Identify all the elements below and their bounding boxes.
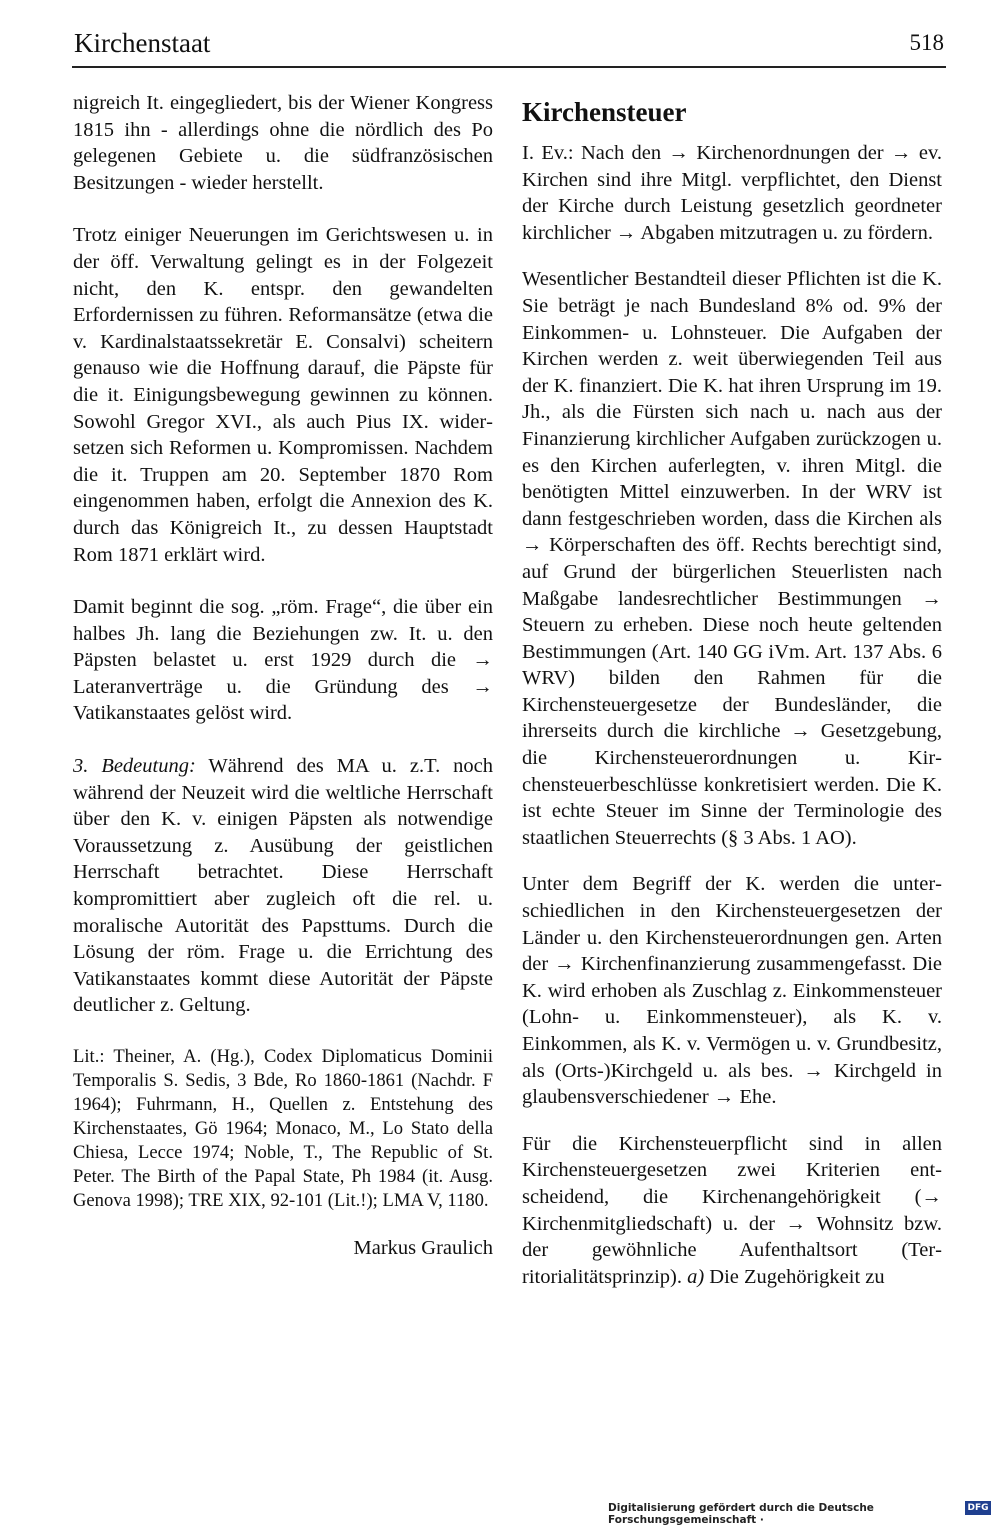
running-title: Kirchenstaat [74, 28, 211, 58]
paragraph: Unter dem Begriff der K. werden die unterschiedlichen in den Kirchensteuergesetzen der Länder u. den Kirchensteuerordnungen gen. Arten der → Kirchenfinanzierung zusammengefasst. Die K. wird erhoben als Zuschlag z. Einkommensteuer (Lohn- u. Einkommensteuer), als K. v. Einkommen, als K. v. Vermögen u. v. Grundbesitz, als (Orts-)Kirchgeld u. als bes. → Kirchgeld in glaubensverschiedener → Ehe. [522, 873, 942, 1109]
meaning-text: Während des MA u. z.T. noch während der Neuzeit wird die weltliche Herrschaft über den K. v. einigen Päpsten als notwendige Voraussetzung z. Ausübung der geistlichen Herrschaft betrachtet. Diese Herrschaft kompromittiert aber zugleich oft die rel. u. moralische Autorität des Papsttums. Durch die Lösung der röm. Frage u. die Errichtung des Vatikanstaates kommt diese Autorität der Päpste deutlicher z. Geltung. [73, 755, 493, 1017]
paragraph [522, 1131, 942, 1291]
page-number: 518 [909, 30, 944, 55]
digitization-footer [608, 1500, 998, 1526]
paragraph: I. Ev.: Nach den → Kirchenordnungen der → ev. Kirchen sind ihre Mitgl. verpflichtet, den Dienst der Kirche durch Leistung gesetzlich geordneter kirchlicher → Abgaben mitzutragen u. zu fördern. [522, 142, 942, 244]
meaning-label: 3. Bedeutung: [73, 755, 196, 778]
author-name: Markus Graulich [353, 1237, 493, 1259]
paragraph: nigreich It. eingegliedert, bis der Wiener Kongress 1815 ihn - allerdings ohne die nördlich des Po gelegenen Gebiete u. die südfranzösischen Besitzungen - wieder herstellt. [73, 92, 493, 194]
paragraph-text: Für die Kirchensteuerpflicht sind in allen Kirchensteuergesetzen zwei Kriterien entscheidend, die Kirchenangehörigkeit (→ Kirchenmitgliedschaft) u. der → Wohnsitz bzw. der gewöhnliche Aufenthaltsort (Territorialitätsprinzip). [522, 1132, 942, 1288]
paragraph-tail: Die Zugehörigkeit zu [704, 1265, 885, 1288]
paragraph: Wesentlicher Bestandteil dieser Pflichten ist die K. Sie beträgt je nach Bundesland 8% od. 9% der Einkommen- u. Lohnsteuer. Die Aufgaben der Kirchen werden z. weit überwiegenden Teil aus der K. finanziert. Die K. hat ihren Ursprung im 19. Jh., als die Fürsten sich nach u. nach aus der Finanzierung kirchlicher Aufgaben zurückzogen u. es den Kirchen auferlegten, v. ihren Mitgl. die benötigten Mittel einzuwerben. In der WRV ist dann festgeschrieben worden, dass die Kirchen als → Körperschaften des öff. Rechts berechtigt sind, auf Grund der bürgerlichen Steuerlisten nach Maßgabe landesrechtlicher Bestimmungen → Steuern zu erheben. Diese noch heute geltenden Bestimmungen (Art. 140 GG iVm. Art. 137 Abs. 6 WRV) bilden den Rahmen für die Kirchensteuergesetze der Bundesländer, die ihrerseits durch die kirchliche → Gesetzgebung, die Kirchensteuerordnungen u. Kirchensteuerbeschlüsse konkretisiert werden. Die K. ist echte Steuer im Sinne der Terminologie des staatlichen Steuerrechts (§ 3 Abs. 1 AO). [522, 268, 942, 849]
paragraph: Trotz einiger Neuerungen im Gerichtswesen u. in der öff. Verwaltung gelingt es in der Folgezeit nicht, den K. entspr. den gewandelten Erfordernissen zu führen. Reformansätze (etwa die v. Kardinalstaatssekretär E. Consalvi) scheitern genauso wie die Hoffnung darauf, die Päpste für die it. Einigungsbewegung gewinnen zu können. Sowohl Gregor XVI., als auch Pius IX. widersetzen sich Reformen u. Kompromissen. Nachdem die it. Truppen am 20. September 1870 Rom eingenommen haben, erfolgt die Annexion des K. durch das Königreich It., zu dessen Hauptstadt Rom 1871 erklärt wird. [73, 224, 493, 566]
paragraph-meaning [73, 753, 493, 1019]
running-header [72, 22, 946, 68]
literature-references: Lit.: Theiner, A. (Hg.), Codex Diplomaticus Dominii Temporalis S. Sedis, 3 Bde, Ro 1860-1861 (Nachdr. F 1964); Fuhrmann, H., Quellen z. Entstehung des Kirchenstaates, Gö 1964; Monaco, M., Lo Stato della Chiesa, Lecce 1974; Noble, T., The Republic of St. Peter. The Birth of the Papal State, Ph 1984 (it. Ausg. Genova 1998); TRE XIX, 92-101 (Lit.!); LMA V, 1180. [73, 1046, 493, 1211]
left-column [73, 90, 493, 1262]
dfg-logo: DFG [965, 1501, 991, 1515]
paragraph: Damit beginnt die sog. „röm. Frage“, die über ein halbes Jh. lang die Beziehungen zw. It. u. den Päpsten belastet u. erst 1929 durch die → Lateranverträge u. die Gründung des → Vatikanstaates gelöst wird. [73, 596, 493, 725]
right-column [522, 96, 942, 1310]
footer-text: Digitalisierung gefördert durch die Deutsche Forschungsgemeinschaft · [608, 1502, 874, 1526]
list-marker: a) [687, 1265, 705, 1288]
article-heading: Kirchensteuer [522, 97, 687, 127]
